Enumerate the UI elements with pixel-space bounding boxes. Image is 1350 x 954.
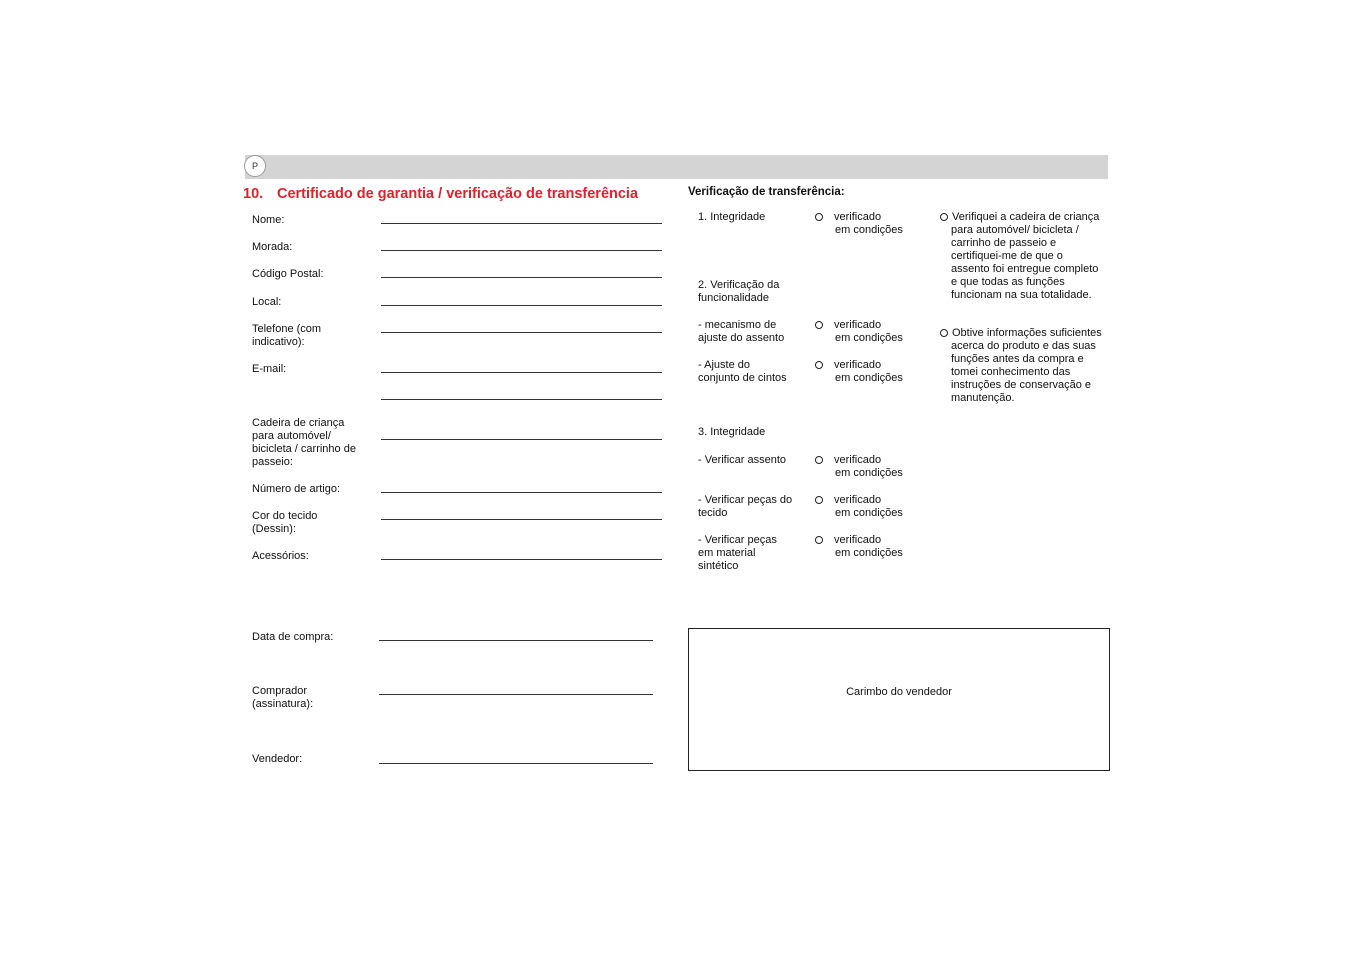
local-field[interactable] — [381, 305, 662, 306]
name-label: Nome: — [252, 214, 285, 226]
option-verified: verificado — [834, 534, 882, 546]
check-fabric-label: - Verificar peças do tecido — [698, 494, 793, 519]
mechanism-checkbox[interactable] — [815, 321, 823, 329]
check-fabric-checkbox[interactable] — [815, 496, 823, 504]
belt-adjust-label: - Ajuste do conjunto de cintos — [698, 359, 787, 384]
postal-code-field[interactable] — [381, 277, 662, 278]
option-good-condition: em condições — [835, 224, 903, 236]
option-good-condition: em condições — [835, 332, 903, 344]
seat-field[interactable] — [381, 439, 662, 440]
option-verified: verificado — [834, 211, 882, 223]
option-good-condition: em condições — [835, 507, 903, 519]
check-synthetic-label: - Verificar peças em material sintético — [698, 534, 777, 572]
option-good-condition: em condições — [835, 547, 903, 559]
section-title — [243, 186, 638, 202]
declaration-1-checkbox[interactable] — [940, 213, 948, 221]
option-verified: verificado — [834, 319, 882, 331]
accessories-field[interactable] — [381, 559, 662, 560]
buyer-signature-field[interactable] — [379, 694, 653, 695]
article-number-field[interactable] — [381, 492, 662, 493]
declaration-1-text: Verifiquei a cadeira de criança para automóvel/ bicicleta / carrinho de passeio e certifiquei-me de que o assento foi entregue completo e que todas as funções funcionam na sua totalidade. — [951, 211, 1100, 301]
fabric-color-field[interactable] — [381, 519, 662, 520]
option-good-condition: em condições — [835, 372, 903, 384]
declaration-2-checkbox[interactable] — [940, 329, 948, 337]
section-number: 10. — [243, 186, 264, 202]
check-fabric-option — [834, 494, 903, 520]
integrity-1-checkbox[interactable] — [815, 213, 823, 221]
fabric-color-label: Cor do tecido (Dessin): — [252, 510, 318, 535]
purchase-date-field[interactable] — [379, 640, 653, 641]
functionality-label: 2. Verificação da funcionalidade — [698, 279, 780, 304]
name-field[interactable] — [381, 223, 662, 224]
address-label: Morada: — [252, 241, 293, 253]
seller-stamp-label: Carimbo do vendedor — [846, 686, 952, 698]
postal-code-label: Código Postal: — [252, 268, 324, 280]
header-bar — [245, 155, 1108, 179]
option-good-condition: em condições — [835, 467, 903, 479]
seller-field[interactable] — [379, 763, 653, 764]
phone-label: Telefone (com indicativo): — [252, 323, 322, 348]
mechanism-option — [834, 319, 903, 345]
section-title-text: Certificado de garantia / verificação de transferência — [277, 186, 639, 202]
integrity-1-label: 1. Integridade — [698, 211, 766, 223]
email-field[interactable] — [381, 372, 662, 373]
check-synthetic-checkbox[interactable] — [815, 536, 823, 544]
local-label: Local: — [252, 296, 282, 308]
declaration-2-text: Obtive informações suficientes acerca do produto e das suas funções antes da compra e tomei conhecimento das instruções de conservação e manutenção. — [951, 327, 1102, 404]
mechanism-label: - mecanismo de ajuste do assento — [698, 319, 785, 344]
verification-title: Verificação de transferência: — [688, 186, 845, 198]
purchase-date-label: Data de compra: — [252, 631, 334, 643]
language-badge: P — [244, 155, 266, 177]
belt-adjust-option — [834, 359, 903, 385]
seat-label: Cadeira de criança para automóvel/ bicicleta / carrinho de passeio: — [252, 417, 356, 468]
check-seat-label: - Verificar assento — [698, 454, 787, 466]
accessories-label: Acessórios: — [252, 550, 309, 562]
seller-label: Vendedor: — [252, 753, 303, 765]
integrity-1-option — [834, 211, 903, 237]
option-verified: verificado — [834, 359, 882, 371]
check-seat-option — [834, 454, 903, 480]
seller-stamp-box — [688, 628, 1110, 771]
check-synthetic-option — [834, 534, 903, 560]
email-extra-field[interactable] — [381, 399, 662, 400]
integrity-3-label: 3. Integridade — [698, 426, 766, 438]
address-field[interactable] — [381, 250, 662, 251]
option-verified: verificado — [834, 494, 882, 506]
phone-field[interactable] — [381, 332, 662, 333]
article-number-label: Número de artigo: — [252, 483, 341, 495]
buyer-signature-label: Comprador (assinatura): — [252, 685, 314, 710]
email-label: E-mail: — [252, 363, 287, 375]
check-seat-checkbox[interactable] — [815, 456, 823, 464]
belt-adjust-checkbox[interactable] — [815, 361, 823, 369]
option-verified: verificado — [834, 454, 882, 466]
